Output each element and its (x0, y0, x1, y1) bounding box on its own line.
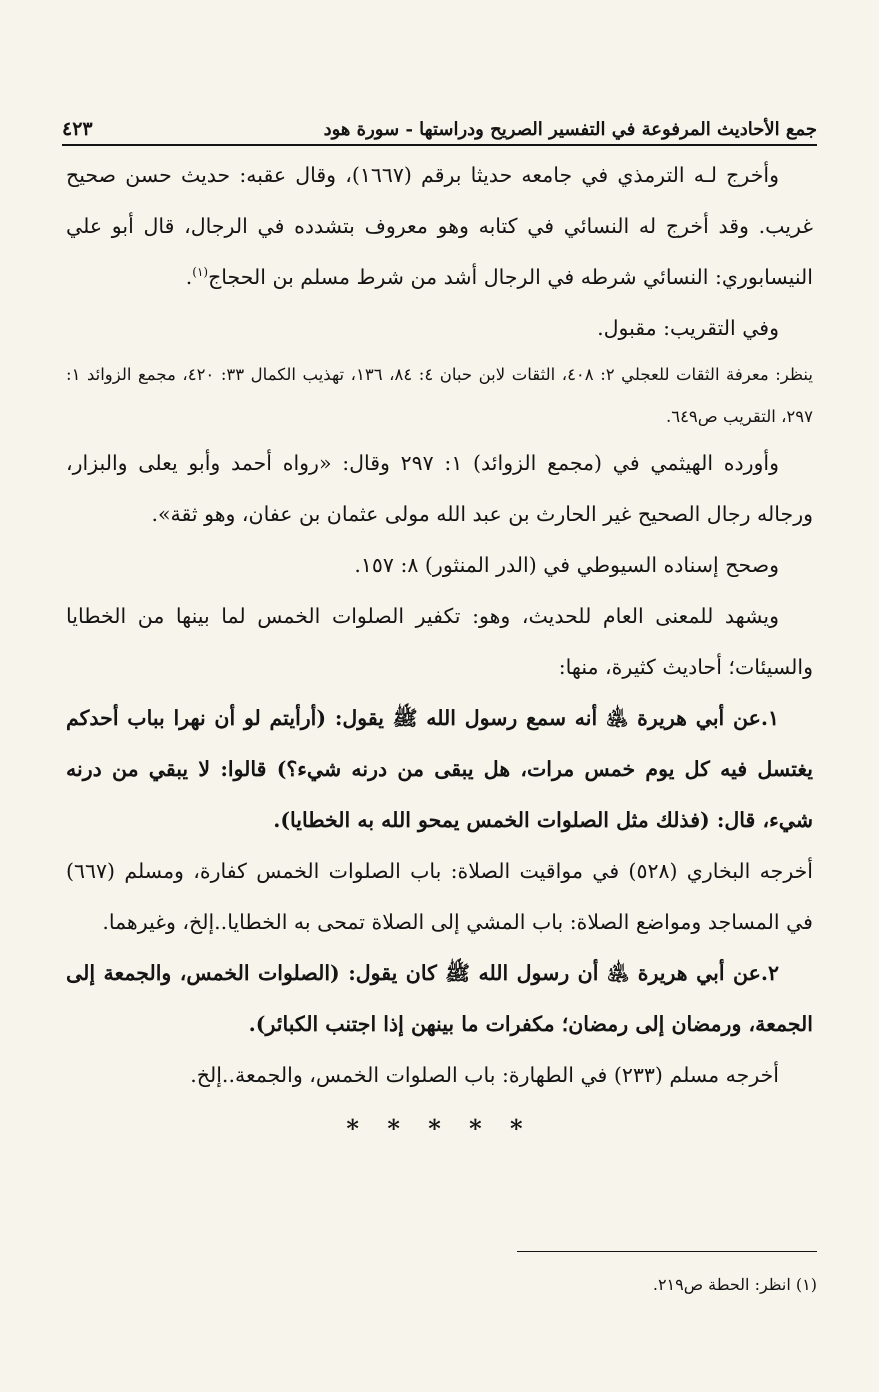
hadith-2: ٢.عن أبي هريرة ﵁ أن رسول الله ﷺ كان يقول: (الصلوات الخمس، والجمعة إلى الجمعة، ورمضان إلى رمضان؛ مكفرات ما بينهن إذا اجتنب الكبائر). (66, 961, 813, 1036)
paragraph-haythami: وأورده الهيثمي في (مجمع الزوائد) ١: ٢٩٧ وقال: «رواه أحمد وأبو يعلى والبزار، ورجاله رجال الصحيح غير الحارث بن عبد الله مولى عثمان بن عفان، وهو ثقة». (66, 451, 813, 526)
header-title: جمع الأحاديث المرفوعة في التفسير الصريح ودراستها - سورة هود (323, 119, 817, 140)
paragraph-suyuti: وصحح إسناده السيوطي في (الدر المنثور) ٨: ١٥٧. (354, 553, 779, 577)
main-text (66, 150, 813, 1149)
footnote: (١) انظر: الحطة ص٢١٩. (652, 1275, 817, 1294)
hadith-1: ١.عن أبي هريرة ﵁ أنه سمع رسول الله ﷺ يقول: (أرأيتم لو أن نهرا بباب أحدكم يغتسل فيه كل يوم خمس مرات، هل يبقى من درنه شيء؟) قالوا: لا يبقي من درنه شيء، قال: (فذلك مثل الصلوات الخمس يمحو الله به الخطايا). (66, 706, 813, 832)
paragraph-tirmidhi: وأخرج لـه الترمذي في جامعه حديثا برقم (١٦٦٧)، وقال عقبه: حديث حسن صحيح غريب. وقد أخرج له النسائي في كتابه وهو معروف بتشدده في الرجال، قال أبو علي النيسابوري: النسائي شرطه في الرجال أشد من شرط مسلم بن الحجاج$^{(١)}$. (66, 163, 813, 289)
running-header (62, 104, 817, 146)
paragraph-witness: ويشهد للمعنى العام للحديث، وهو: تكفير الصلوات الخمس لما بينها من الخطايا والسيئات؛ أحاديث كثيرة، منها: (66, 604, 813, 679)
section-separator: * * * * * (346, 1114, 533, 1143)
paragraph-takhrij-2: أخرجه مسلم (٢٣٣) في الطهارة: باب الصلوات الخمس، والجمعة..إلخ. (190, 1063, 779, 1087)
page-number: ٤٢٣ (62, 118, 93, 140)
footnote-divider (517, 1251, 817, 1252)
paragraph-references: ينظر: معرفة الثقات للعجلي ٢: ٤٠٨، الثقات لابن حبان ٤: ٨٤، ١٣٦، تهذيب الكمال ٣٣: ٤٢٠، مجمع الزوائد ١: ٢٩٧، التقريب ص٦٤٩. (66, 365, 814, 426)
paragraph-takhrij-1: أخرجه البخاري (٥٢٨) في مواقيت الصلاة: باب الصلوات الخمس كفارة، ومسلم (٦٦٧) في المساجد ومواضع الصلاة: باب المشي إلى الصلاة تمحى به الخطايا..إلخ، وغيرهما. (66, 859, 813, 934)
footnote-marker: (١) (192, 265, 209, 280)
paragraph-taqrib: وفي التقريب: مقبول. (597, 316, 779, 340)
